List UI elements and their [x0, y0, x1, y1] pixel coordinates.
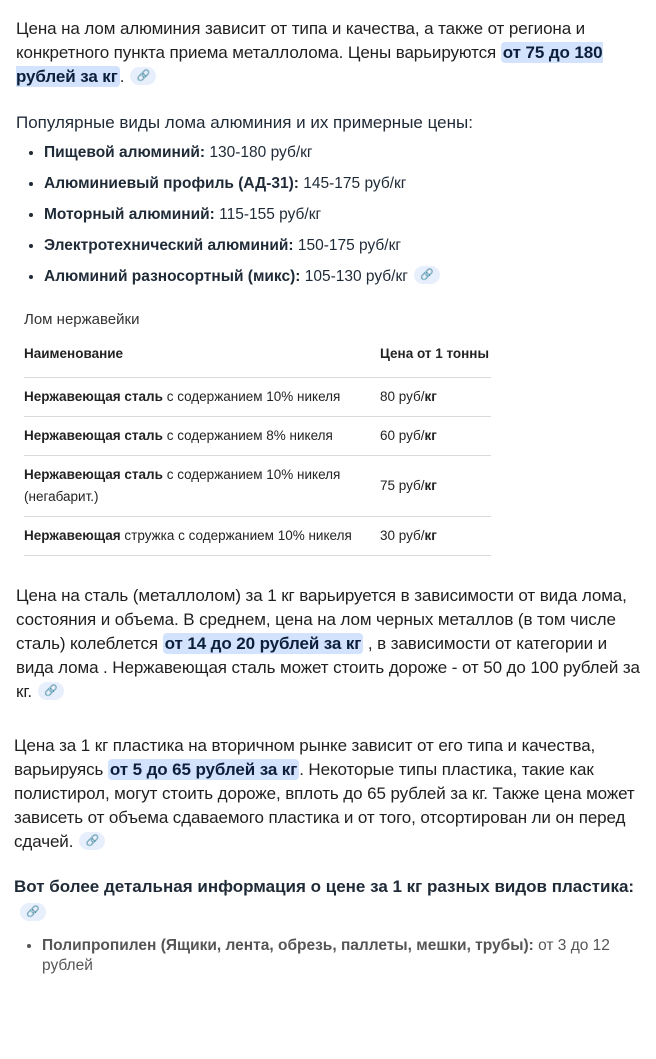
source-link-icon[interactable]: 🔗 — [20, 903, 46, 921]
column-header: Цена от 1 тонны — [380, 328, 491, 378]
plastic-paragraph: Цена за 1 кг пластика на вторичном рынке зависит от его типа и качества, варьируясь от 5 до 65 рублей за кг . Некоторые типы пластика, такие как полистирол, могут стоить дороже, вплоть до 65 рублей за кг. Также цена может зависеть от объема сдаваемого пластика и от того, отсортирован ли он перед сдачей. 🔗 — [14, 736, 635, 851]
column-header: Наименование — [24, 328, 380, 378]
table-row: Нержавеющая сталь с содержанием 10% никеля 80 руб/кг — [24, 378, 491, 417]
price-highlight: от 5 до 65 рублей за кг — [109, 760, 298, 779]
source-link-icon[interactable]: 🔗 — [38, 682, 64, 700]
bottom-fade-overlay — [0, 1013, 656, 1059]
source-link-icon[interactable]: 🔗 — [414, 266, 440, 284]
list-item: • Пищевой алюминий: 130-180 руб/кг — [44, 143, 644, 163]
table-row: Нержавеющая сталь с содержанием 10% никеля (негабарит.) 75 руб/кг — [24, 456, 491, 517]
table-row: Нержавеющая сталь с содержанием 8% никеля 60 руб/кг — [24, 417, 491, 456]
stainless-price-table — [24, 328, 491, 556]
list-item: • Моторный алюминий: 115-155 руб/кг — [44, 205, 644, 225]
plastic-details-heading: Вот более детальная информация о цене за 1 кг разных видов пластика:🔗 — [14, 874, 644, 926]
source-link-icon[interactable]: 🔗 — [130, 67, 156, 85]
table-header-row — [24, 328, 491, 378]
table-caption: Лом нержавейки — [24, 311, 140, 328]
list-item: • Полипропилен (Ящики, лента, обрезь, паллеты, мешки, трубы): от 3 до 12 рублей — [42, 936, 644, 976]
price-highlight: от 14 до 20 рублей за кг — [164, 634, 362, 653]
aluminum-intro-paragraph: Цена на лом алюминия зависит от типа и качества, а также от региона и конкретного пункта приема металлолома. Цены варьируются от 75 до 180 рублей за кг . 🔗 — [16, 19, 603, 86]
steel-paragraph: Цена на сталь (металлолом) за 1 кг варьируется в зависимости от вида лома, состояния и объема. В среднем, цена на лом черных металлов (в том числе сталь) колеблется от 14 до 20 рублей за кг , в зависимости от категории и вида лома . Нержавеющая сталь может стоить дороже - от 50 до 100 рублей за кг. 🔗 — [16, 586, 640, 701]
list-item: • Электротехнический алюминий: 150-175 руб/кг — [44, 236, 644, 256]
list-item: • Алюминиевый профиль (АД-31): 145-175 руб/кг — [44, 174, 644, 194]
plastic-types-list — [16, 936, 644, 976]
table-row: Нержавеющая стружка с содержанием 10% никеля 30 руб/кг — [24, 517, 491, 556]
price-highlight: от 75 до 180 рублей за кг — [16, 43, 603, 86]
list-item: • Алюминий разносортный (микс): 105-130 руб/кг 🔗 — [44, 267, 644, 287]
aluminum-types-heading: Популярные виды лома алюминия и их примерные цены: — [16, 113, 473, 132]
source-link-icon[interactable]: 🔗 — [79, 832, 105, 850]
aluminum-types-list — [16, 143, 644, 287]
